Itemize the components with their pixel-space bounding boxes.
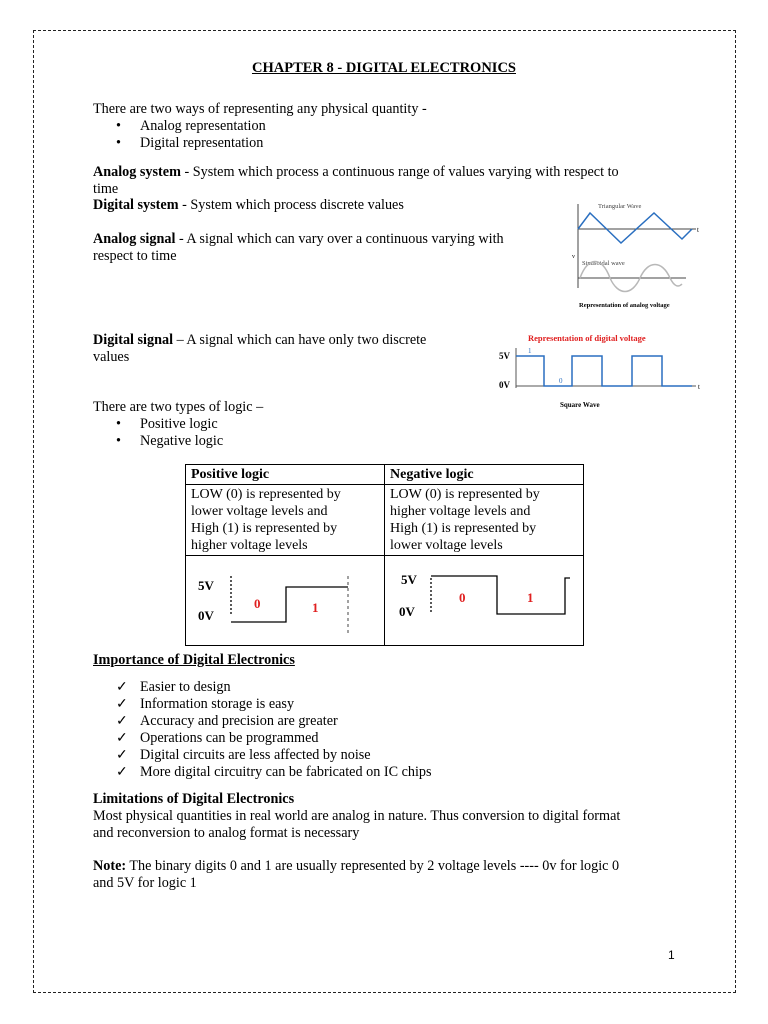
list-item: More digital circuitry can be fabricated on IC chips	[140, 764, 432, 780]
list-item: Information storage is easy	[140, 696, 295, 712]
axis-v-label: v	[572, 254, 575, 260]
check-icon: ✓	[116, 679, 128, 695]
list-item: Accuracy and precision are greater	[140, 713, 338, 729]
table-header-row	[186, 465, 584, 485]
digital-voltage-figure	[496, 326, 708, 410]
digital-system-def: Digital system - System which process discrete values	[93, 197, 404, 213]
negative-logic-waveform	[385, 556, 583, 640]
positive-description: LOW (0) is represented by lower voltage levels and High (1) is represented by higher voltage levels	[186, 485, 385, 556]
bullet: •	[116, 135, 121, 151]
list-item: Negative logic	[140, 433, 224, 449]
digital-signal-term: Digital signal	[93, 332, 174, 348]
limitations-text: Most physical quantities in real world are analog in nature. Thus conversion to digital format and reconversion to analog format is necessary	[93, 808, 621, 841]
analog-signal-term: Analog signal	[93, 231, 176, 247]
header-negative: Negative logic	[385, 465, 584, 485]
page-title: CHAPTER 8 - DIGITAL ELECTRONICS	[251, 60, 516, 76]
list-item: Positive logic	[140, 416, 218, 432]
high-level-label: 1	[528, 347, 532, 355]
check-icon: ✓	[116, 730, 128, 746]
note-text: Note: The binary digits 0 and 1 are usually represented by 2 voltage levels ---- 0v for logic 0 and 5V for logic 1	[93, 858, 620, 891]
square-wave-caption: Square Wave	[560, 401, 600, 409]
list-item: Analog representation	[140, 118, 266, 134]
low-level-label: 0	[559, 377, 563, 385]
logic-type-list	[0, 416, 768, 450]
negative-waveform-cell	[385, 556, 584, 646]
check-icon: ✓	[116, 696, 128, 712]
low-value: 0	[459, 590, 466, 605]
label-0v: 0V	[198, 608, 214, 623]
analog-signal-def: Analog signal - A signal which can vary over a continuous varying with respect to time	[93, 231, 504, 264]
importance-heading: Importance of Digital Electronics	[93, 652, 295, 668]
label-5v: 5V	[499, 351, 510, 361]
low-value: 0	[254, 596, 261, 611]
check-icon: ✓	[116, 713, 128, 729]
header-positive: Positive logic	[186, 465, 385, 485]
label-0v: 0V	[399, 604, 415, 619]
label-0v: 0V	[499, 380, 510, 390]
representation-list	[0, 118, 768, 152]
analog-system-def: Analog system - System which process a continuous range of values varying with respect to time	[93, 164, 619, 197]
note-label: Note:	[93, 858, 127, 874]
page-number: 1	[668, 948, 675, 962]
limitations-heading: Limitations of Digital Electronics	[93, 791, 295, 807]
list-item: Operations can be programmed	[140, 730, 319, 746]
bullet: •	[116, 433, 121, 449]
positive-waveform-cell	[186, 556, 385, 646]
digital-system-term: Digital system	[93, 197, 179, 213]
bullet: •	[116, 416, 121, 432]
triangular-label: Triangular Wave	[598, 203, 642, 210]
analog-figure-caption: Representation of analog voltage	[579, 302, 670, 309]
list-item: Digital representation	[140, 135, 264, 151]
label-5v: 5V	[401, 572, 417, 587]
high-value: 1	[312, 600, 319, 615]
label-5v: 5V	[198, 578, 214, 593]
high-value: 1	[527, 590, 534, 605]
check-icon: ✓	[116, 764, 128, 780]
logic-table	[185, 464, 584, 646]
importance-list	[0, 679, 768, 781]
table-row	[186, 485, 584, 556]
list-item: Easier to design	[140, 679, 231, 695]
positive-logic-waveform	[186, 556, 384, 640]
table-row	[186, 556, 584, 646]
analog-voltage-figure	[566, 196, 706, 314]
digital-signal-def: Digital signal – A signal which can have only two discrete values	[93, 332, 427, 365]
waveform-line	[431, 576, 570, 614]
axis-t-label: t	[698, 383, 700, 391]
negative-description: LOW (0) is represented by higher voltage levels and High (1) is represented by lower voltage levels	[385, 485, 584, 556]
list-item: Digital circuits are less affected by noise	[140, 747, 371, 763]
waveform-line	[231, 587, 348, 622]
digital-figure-title: Representation of digital voltage	[528, 333, 646, 343]
triangular-wave	[578, 213, 692, 243]
square-wave	[516, 356, 692, 386]
logic-intro: There are two types of logic –	[93, 399, 264, 415]
sinusoidal-label: Sinusoidal wave	[582, 260, 625, 267]
axis-t-label: t	[697, 226, 699, 234]
analog-system-term: Analog system	[93, 164, 181, 180]
check-icon: ✓	[116, 747, 128, 763]
intro-text: There are two ways of representing any physical quantity -	[93, 101, 427, 117]
bullet: •	[116, 118, 121, 134]
